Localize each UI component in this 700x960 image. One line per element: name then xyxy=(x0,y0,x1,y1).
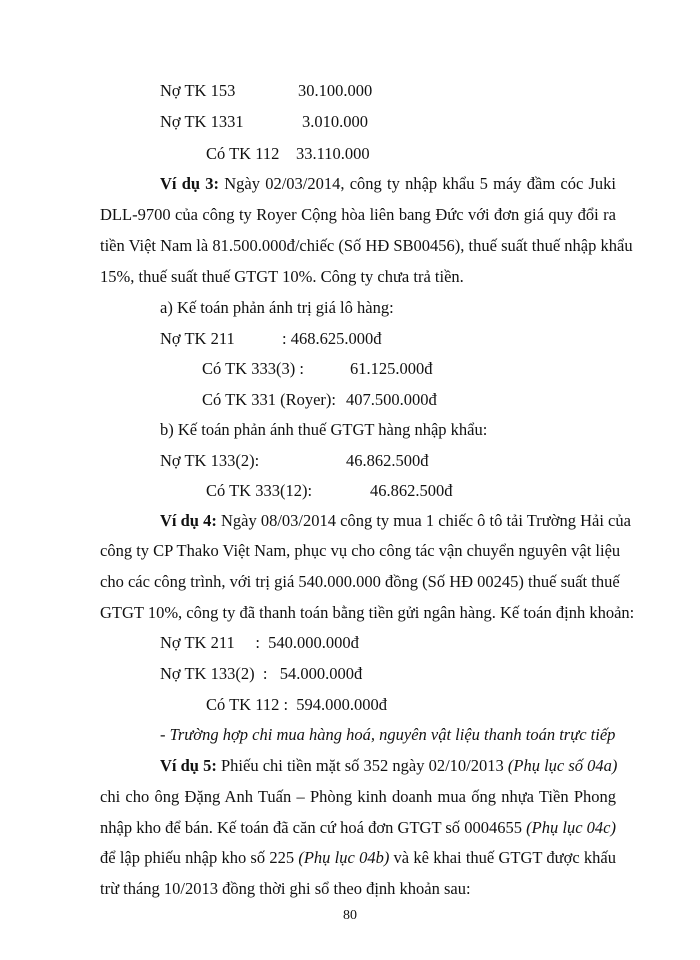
vd3-a-no211-value: : 468.625.000đ xyxy=(282,329,382,348)
vd3-b-no133-label: Nợ TK 133(2): xyxy=(160,451,260,470)
vd3-label: Ví dụ 3: xyxy=(160,174,220,193)
vd4-label: Ví dụ 4: xyxy=(160,511,217,530)
vd5-paragraph-line-5: trừ tháng 10/2013 đồng thời ghi sổ theo định khoản sau: xyxy=(100,879,471,898)
vd5-line4-text-b: và kê khai thuế GTGT được khấu xyxy=(389,848,616,867)
vd4-entry-no211: Nợ TK 211 : 540.000.000đ xyxy=(160,633,359,652)
vd4-paragraph-line-1 xyxy=(160,510,631,532)
entry-no-153-value: 30.100.000 xyxy=(298,81,373,100)
vd4-note: - Trường hợp chi mua hàng hoá, nguyên vật liệu thanh toán trực tiếp xyxy=(160,725,616,744)
vd5-paragraph-line-2: chi cho ông Đặng Anh Tuấn – Phòng kinh doanh mua ống nhựa Tiền Phong xyxy=(100,787,616,806)
vd3-a-co3333-label: Có TK 333(3) : xyxy=(202,359,304,378)
vd3-paragraph-line-4: 15%, thuế suất thuế GTGT 10%. Công ty chưa trả tiền. xyxy=(100,267,464,286)
vd3-paragraph-line-2: DLL-9700 của công ty Royer Cộng hòa liên bang Đức với đơn giá quy đổi ra xyxy=(100,205,616,224)
vd3-b-title: b) Kế toán phản ánh thuế GTGT hàng nhập khẩu: xyxy=(160,420,488,439)
vd4-line1-text: Ngày 08/03/2014 công ty mua 1 chiếc ô tô tải Trường Hải của xyxy=(216,511,631,530)
vd5-ref-04a: (Phụ lục số 04a) xyxy=(507,756,618,775)
vd5-paragraph-line-4 xyxy=(100,847,616,869)
vd5-paragraph-line-1 xyxy=(160,755,616,777)
vd5-line4-text-a: để lập phiếu nhập kho số 225 xyxy=(100,848,299,867)
vd3-a-title: a) Kế toán phản ánh trị giá lô hàng: xyxy=(160,298,394,317)
vd3-line1-text: Ngày 02/03/2014, công ty nhập khẩu 5 máy đầm cóc Juki xyxy=(219,174,616,193)
page-number: 80 xyxy=(343,908,357,923)
vd4-entry-no1332: Nợ TK 133(2) : 54.000.000đ xyxy=(160,664,363,683)
vd3-b-no133-value: 46.862.500đ xyxy=(346,451,429,470)
vd5-line1-text: Phiếu chi tiền mặt số 352 ngày 02/10/2013 xyxy=(216,756,508,775)
vd3-a-co331-label: Có TK 331 (Royer): xyxy=(202,390,336,409)
vd3-paragraph-line-3: tiền Việt Nam là 81.500.000đ/chiếc (Số HĐ SB00456), thuế suất thuế nhập khẩu xyxy=(100,236,633,255)
vd3-paragraph-line-1 xyxy=(160,173,616,195)
entry-no-153-label: Nợ TK 153 xyxy=(160,81,236,100)
entry-co-112-value: 33.110.000 xyxy=(296,144,370,163)
vd5-label: Ví dụ 5: xyxy=(160,756,217,775)
vd5-paragraph-line-3 xyxy=(100,817,616,839)
vd4-paragraph-line-3: cho các công trình, với trị giá 540.000.000 đồng (Số HĐ 00245) thuế suất thuế xyxy=(100,572,620,591)
vd4-entry-co112: Có TK 112 : 594.000.000đ xyxy=(206,695,388,714)
vd3-b-co33312-label: Có TK 333(12): xyxy=(206,481,313,500)
vd5-ref-04b: (Phụ lục 04b) xyxy=(298,848,390,867)
entry-no-1331-label: Nợ TK 1331 xyxy=(160,112,244,131)
entry-no-1331-value: 3.010.000 xyxy=(302,112,368,131)
vd4-paragraph-line-2: công ty CP Thako Việt Nam, phục vụ cho công tác vận chuyển nguyên vật liệu xyxy=(100,541,621,560)
vd3-a-co331-value: 407.500.000đ xyxy=(346,390,437,409)
vd3-a-co3333-value: 61.125.000đ xyxy=(350,359,433,378)
vd5-line3-text: nhập kho để bán. Kế toán đã căn cứ hoá đơn GTGT số 0004655 xyxy=(100,818,527,837)
vd5-ref-04c: (Phụ lục 04c) xyxy=(526,818,616,837)
vd3-b-co33312-value: 46.862.500đ xyxy=(370,481,453,500)
entry-co-112-label: Có TK 112 xyxy=(206,144,280,163)
vd3-a-no211-label: Nợ TK 211 xyxy=(160,329,235,348)
vd4-paragraph-line-4: GTGT 10%, công ty đã thanh toán bằng tiền gửi ngân hàng. Kế toán định khoản: xyxy=(100,603,635,622)
